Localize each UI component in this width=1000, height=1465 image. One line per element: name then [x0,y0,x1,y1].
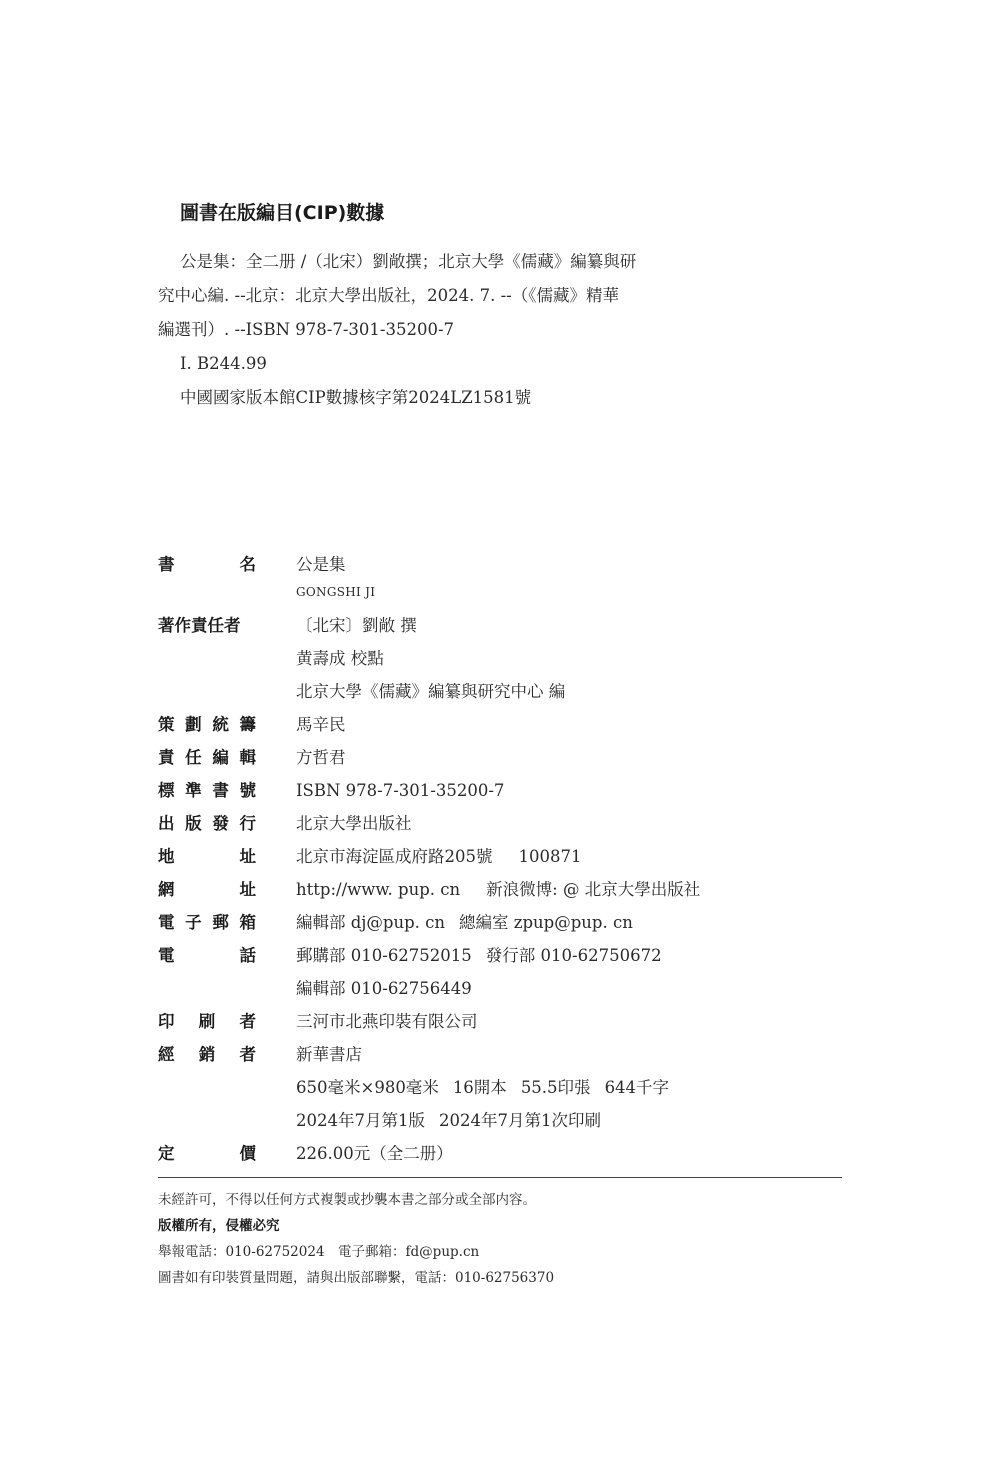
spec-row-phone [158,939,842,972]
book-title-value: 公是集 [296,555,346,574]
edition-value [296,1104,842,1137]
spec-row-publisher [158,807,842,840]
spec-row-isbn [158,774,842,807]
footer-report-contact: 舉報電話：010-62752024 電子郵箱：fd@pup.cn [158,1244,480,1260]
weibo-text: 新浪微博: @ 北京大學出版社 [486,880,701,899]
distributor-value: 新華書店 [296,1045,362,1064]
format-value [296,1071,842,1104]
cip-class-number: Ⅰ. B244.99 [180,354,267,373]
postcode-text: 100871 [518,847,582,866]
spec-row-format [158,1071,842,1104]
author-line: 黄壽成 校點 [296,649,384,668]
email-value [296,906,842,939]
phone-purchase: 郵購部 010-62752015 [296,946,472,965]
cip-line-1: 公是集：全二册 /（北宋）劉敞撰；北京大學《儒藏》編纂與研 [180,252,637,271]
label-printer: 印 刷 者 [158,1012,256,1031]
isbn-value: ISBN 978-7-301-35200-7 [296,781,505,800]
label-email: 電 子 郵 箱 [158,913,256,932]
label-distributor: 經 銷 者 [158,1045,256,1064]
label-publisher: 出 版 發 行 [158,814,256,833]
publisher-value: 北京大學出版社 [296,814,412,833]
printer-value: 三河市北燕印裝有限公司 [296,1012,478,1031]
address-text: 北京市海淀區成府路205號 [296,847,493,866]
author-line: 北京大學《儒藏》編纂與研究中心 編 [296,682,566,701]
edition-first: 2024年7月第1版 [296,1111,425,1130]
book-title-romanized: GONGSHI JI [296,585,376,599]
cip-line-2: 究中心編. --北京：北京大學出版社，2024. 7. --（《儒藏》精華 [158,286,620,305]
phone-value [296,939,842,972]
price-value: 226.00元（全二册） [296,1144,453,1163]
website-url: http://www. pup. cn [296,880,461,899]
phone-distribution: 發行部 010-62750672 [485,946,662,965]
edition-printing: 2024年7月第1次印刷 [439,1111,601,1130]
word-count: 644千字 [604,1078,670,1097]
spec-row-website [158,873,842,906]
author-line: 〔北宋〕劉敞 撰 [296,616,417,635]
kai-size: 16開本 [452,1078,507,1097]
spec-row-address [158,840,842,873]
email-chief: 總編室 zpup@pup. cn [459,913,633,932]
label-authors: 著作責任者 [158,616,241,635]
label-isbn: 標 準 書 號 [158,781,256,800]
footer-divider [158,1177,842,1178]
spec-row-planner [158,708,842,741]
label-editor: 責 任 編 輯 [158,748,256,767]
spec-row-editor [158,741,842,774]
spec-row-authors [158,609,842,642]
footer-rights-reserved: 版權所有，侵權必究 [158,1218,280,1234]
cip-title: 圖書在版編目(CIP)數據 [180,202,385,224]
cip-block [158,198,758,415]
editor-value: 方哲君 [296,748,346,767]
spec-row-title [158,548,842,581]
cip-check-number: 中國國家版本館CIP數據核字第2024LZ1581號 [180,388,532,407]
address-value [296,840,842,873]
spec-row-authors-2 [158,642,842,675]
planner-value: 馬辛民 [296,715,346,734]
email-editorial: 編輯部 dj@pup. cn [296,913,446,932]
label-book-title: 書 名 [158,555,256,574]
spec-row-distributor [158,1038,842,1071]
spec-row-phone-2 [158,972,842,1005]
label-price: 定 價 [158,1144,256,1163]
label-address: 地 址 [158,847,256,866]
spec-row-printer [158,1005,842,1038]
phone-editorial: 編輯部 010-62756449 [296,979,472,998]
spec-row-price [158,1137,842,1170]
paper-size: 650毫米×980毫米 [296,1078,439,1097]
website-value [296,873,842,906]
spec-row-romanized [158,581,842,609]
label-website: 網 址 [158,880,256,899]
label-planner: 策 劃 統 籌 [158,715,256,734]
copyright-spec-table [158,548,842,1170]
copyright-footer [158,1187,842,1291]
footer-quality-contact: 圖書如有印裝質量問題，請與出版部聯繫，電話：010-62756370 [158,1270,555,1286]
footer-line-no-copy: 未經許可，不得以任何方式複製或抄襲本書之部分或全部内容。 [158,1192,536,1208]
cip-body [158,245,758,415]
label-phone: 電 話 [158,946,256,965]
spec-row-edition [158,1104,842,1137]
print-sheets: 55.5印張 [520,1078,591,1097]
spec-row-email [158,906,842,939]
spec-row-authors-3 [158,675,842,708]
cip-line-3: 編選刊）. --ISBN 978-7-301-35200-7 [158,320,455,339]
